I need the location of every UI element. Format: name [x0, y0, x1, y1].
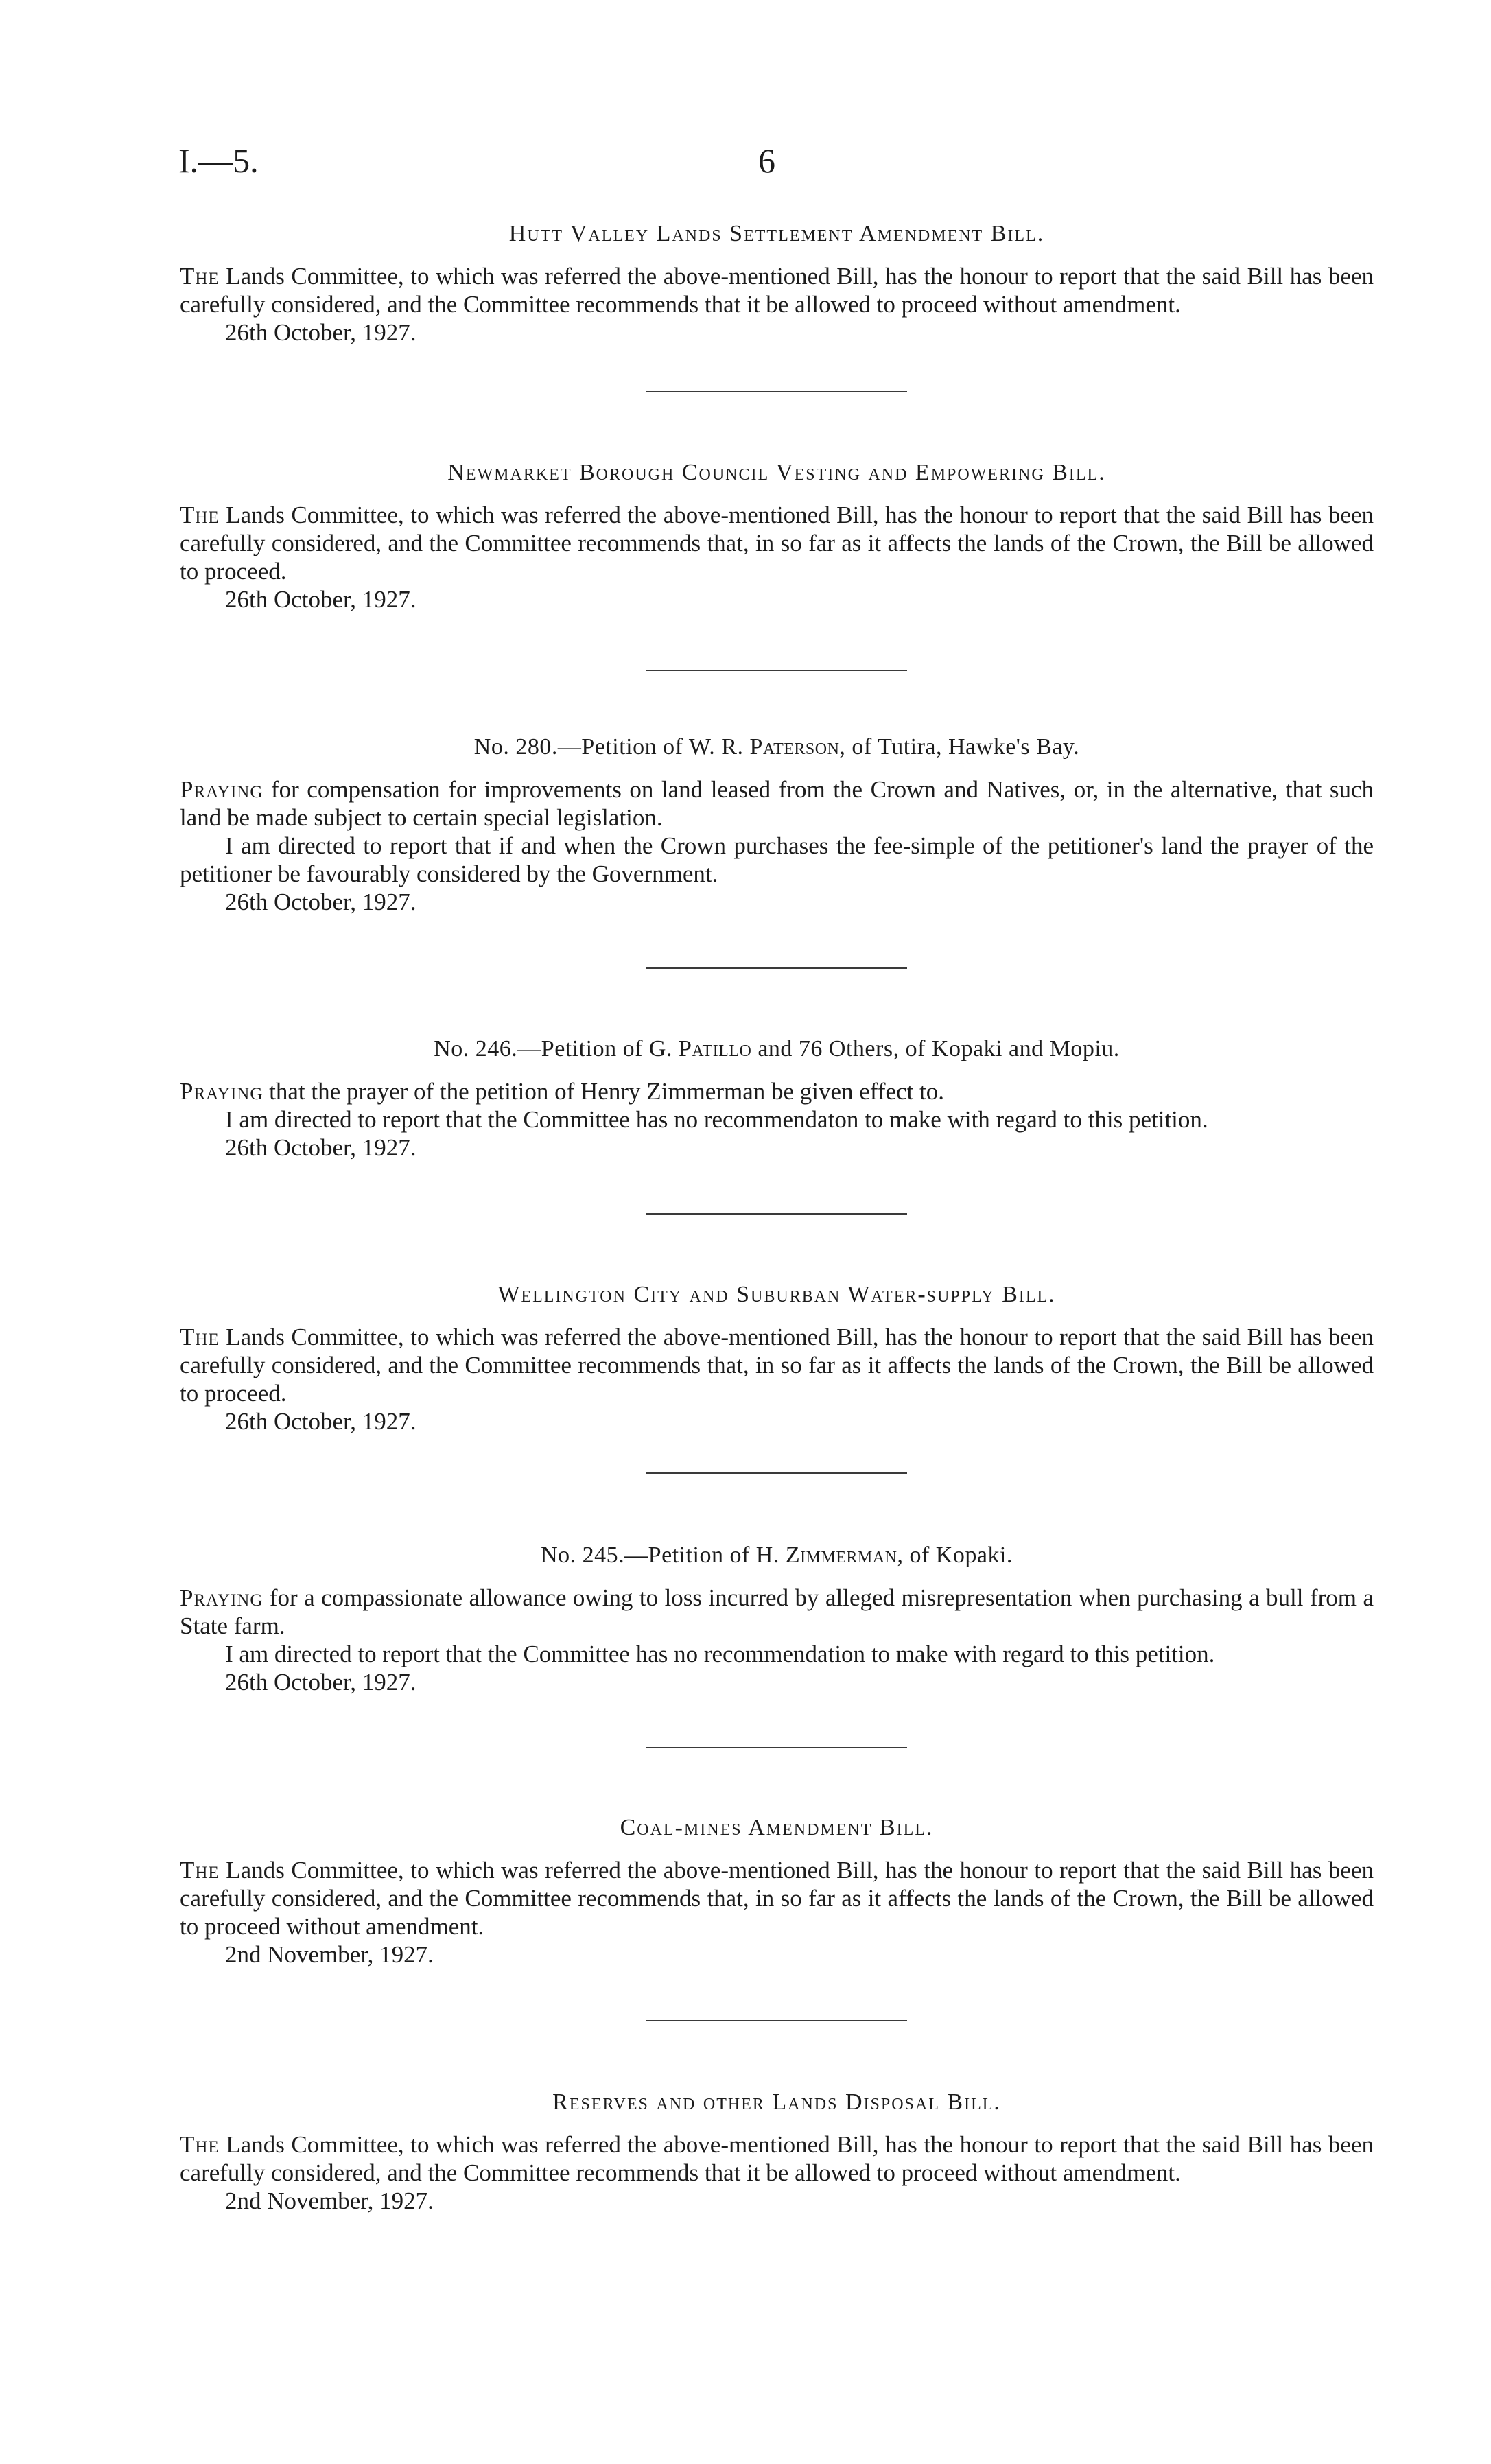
title-text: No. 280.—Petition of W. R. [473, 734, 750, 760]
paragraph-lead: The [180, 502, 220, 528]
paragraph-body: that the prayer of the petition of Henry Zimmerman be given effect to. [263, 1078, 945, 1105]
section-title: Newmarket Borough Council Vesting and Empowering Bill. [447, 460, 1106, 485]
report-date: 26th October, 1927. [225, 1669, 416, 1696]
page-number: 6 [758, 141, 775, 180]
section-title: Reserves and other Lands Disposal Bill. [552, 2089, 1001, 2115]
title-text: , of Kopaki. [897, 1542, 1013, 1568]
title-text: , of Tutira, Hawke's Bay. [839, 734, 1080, 760]
prayer-paragraph [180, 775, 1374, 832]
title-text: No. 245.—Petition of H. [541, 1542, 786, 1568]
paragraph-body: Lands Committee, to which was referred the above-mentioned Bill, has the honour to report that the said Bill has been carefully considered, and the Committee recommends that, in so far as it affects the lands of the Crown, the Bill be allowed to proceed. [180, 1324, 1374, 1407]
section-divider [646, 391, 907, 392]
paragraph-lead: The [180, 263, 220, 290]
section-divider [646, 1472, 907, 1474]
paragraph-body: for a compassionate allowance owing to loss incurred by alleged misrepresentation when purchasing a bull from a State farm. [180, 1584, 1374, 1639]
paragraph-body: Lands Committee, to which was referred the above-mentioned Bill, has the honour to report that the said Bill has been carefully considered, and the Committee recommends that it be allowed to proceed without amendment. [180, 2131, 1374, 2186]
paragraph-body: for compensation for improvements on land leased from the Crown and Natives, or, in the alternative, that such land be made subject to certain special legislation. [180, 776, 1374, 831]
section-title: Hutt Valley Lands Settlement Amendment Bill. [508, 221, 1045, 246]
report-date: 26th October, 1927. [225, 586, 416, 613]
paragraph-lead: The [180, 2131, 220, 2158]
report-date: 26th October, 1927. [225, 1408, 416, 1435]
report-paragraph [180, 1856, 1374, 1940]
report-paragraph [180, 501, 1374, 585]
paragraph-body: Lands Committee, to which was referred the above-mentioned Bill, has the honour to report that the said Bill has been carefully considered, and the Committee recommends that, in so far as it affects the lands of the Crown, the Bill be allowed to proceed without amendment. [180, 1857, 1374, 1940]
section-title: Coal-mines Amendment Bill. [620, 1815, 934, 1840]
report-date: 26th October, 1927. [225, 1134, 416, 1161]
section-petition-245 [180, 1542, 1374, 1696]
section-wellington-water-bill [180, 1282, 1374, 1435]
report-date: 2nd November, 1927. [225, 2187, 434, 2214]
section-title [180, 1036, 1374, 1062]
report-paragraph [180, 1323, 1374, 1407]
section-divider [646, 1213, 907, 1215]
paragraph-lead: Praying [180, 1078, 263, 1105]
section-newmarket-bill [180, 460, 1374, 613]
title-text: and 76 Others, of Kopaki and Mopiu. [751, 1036, 1120, 1061]
section-title: Wellington City and Suburban Water-supply Bill. [497, 1282, 1056, 1307]
report-paragraph: I am directed to report that if and when the Crown purchases the fee-simple of the petitioner's land the prayer of the petitioner be favourably considered by the Government. [180, 832, 1374, 887]
paragraph-lead: Praying [180, 1584, 263, 1611]
report-date: 2nd November, 1927. [225, 1941, 434, 1968]
section-divider [646, 670, 907, 671]
section-title [180, 734, 1374, 760]
paragraph-lead: Praying [180, 776, 263, 803]
paragraph-lead: The [180, 1857, 220, 1884]
section-divider [646, 1747, 907, 1748]
petitioner-name: Patillo [678, 1036, 752, 1061]
title-text: No. 246.—Petition of G. [434, 1036, 679, 1061]
section-hutt-valley-bill [180, 221, 1374, 347]
document-reference: I.—5. [178, 141, 259, 180]
prayer-paragraph [180, 1584, 1374, 1640]
petitioner-name: Paterson [749, 734, 840, 760]
section-coal-mines-bill [180, 1815, 1374, 1969]
section-petition-280 [180, 734, 1374, 916]
paragraph-body: Lands Committee, to which was referred the above-mentioned Bill, has the honour to report that the said Bill has been carefully considered, and the Committee recommends that, in so far as it affects the lands of the Crown, the Bill be allowed to proceed. [180, 502, 1374, 585]
report-paragraph [180, 2131, 1374, 2187]
report-paragraph: I am directed to report that the Committee has no recommendaton to make with regard to this petition. [225, 1106, 1208, 1133]
paragraph-body: Lands Committee, to which was referred the above-mentioned Bill, has the honour to report that the said Bill has been carefully considered, and the Committee recommends that it be allowed to proceed without amendment. [180, 263, 1374, 318]
petitioner-name: Zimmerman [785, 1542, 897, 1568]
section-petition-246 [180, 1036, 1374, 1162]
report-paragraph [180, 262, 1374, 318]
paragraph-lead: The [180, 1324, 220, 1350]
section-divider [646, 967, 907, 969]
report-paragraph: I am directed to report that the Committee has no recommendation to make with regard to this petition. [225, 1641, 1215, 1667]
section-divider [646, 2020, 907, 2021]
report-date: 26th October, 1927. [225, 889, 416, 915]
section-title [180, 1542, 1374, 1569]
prayer-paragraph [180, 1077, 1374, 1105]
report-date: 26th October, 1927. [225, 319, 416, 346]
section-reserves-bill [180, 2089, 1374, 2215]
